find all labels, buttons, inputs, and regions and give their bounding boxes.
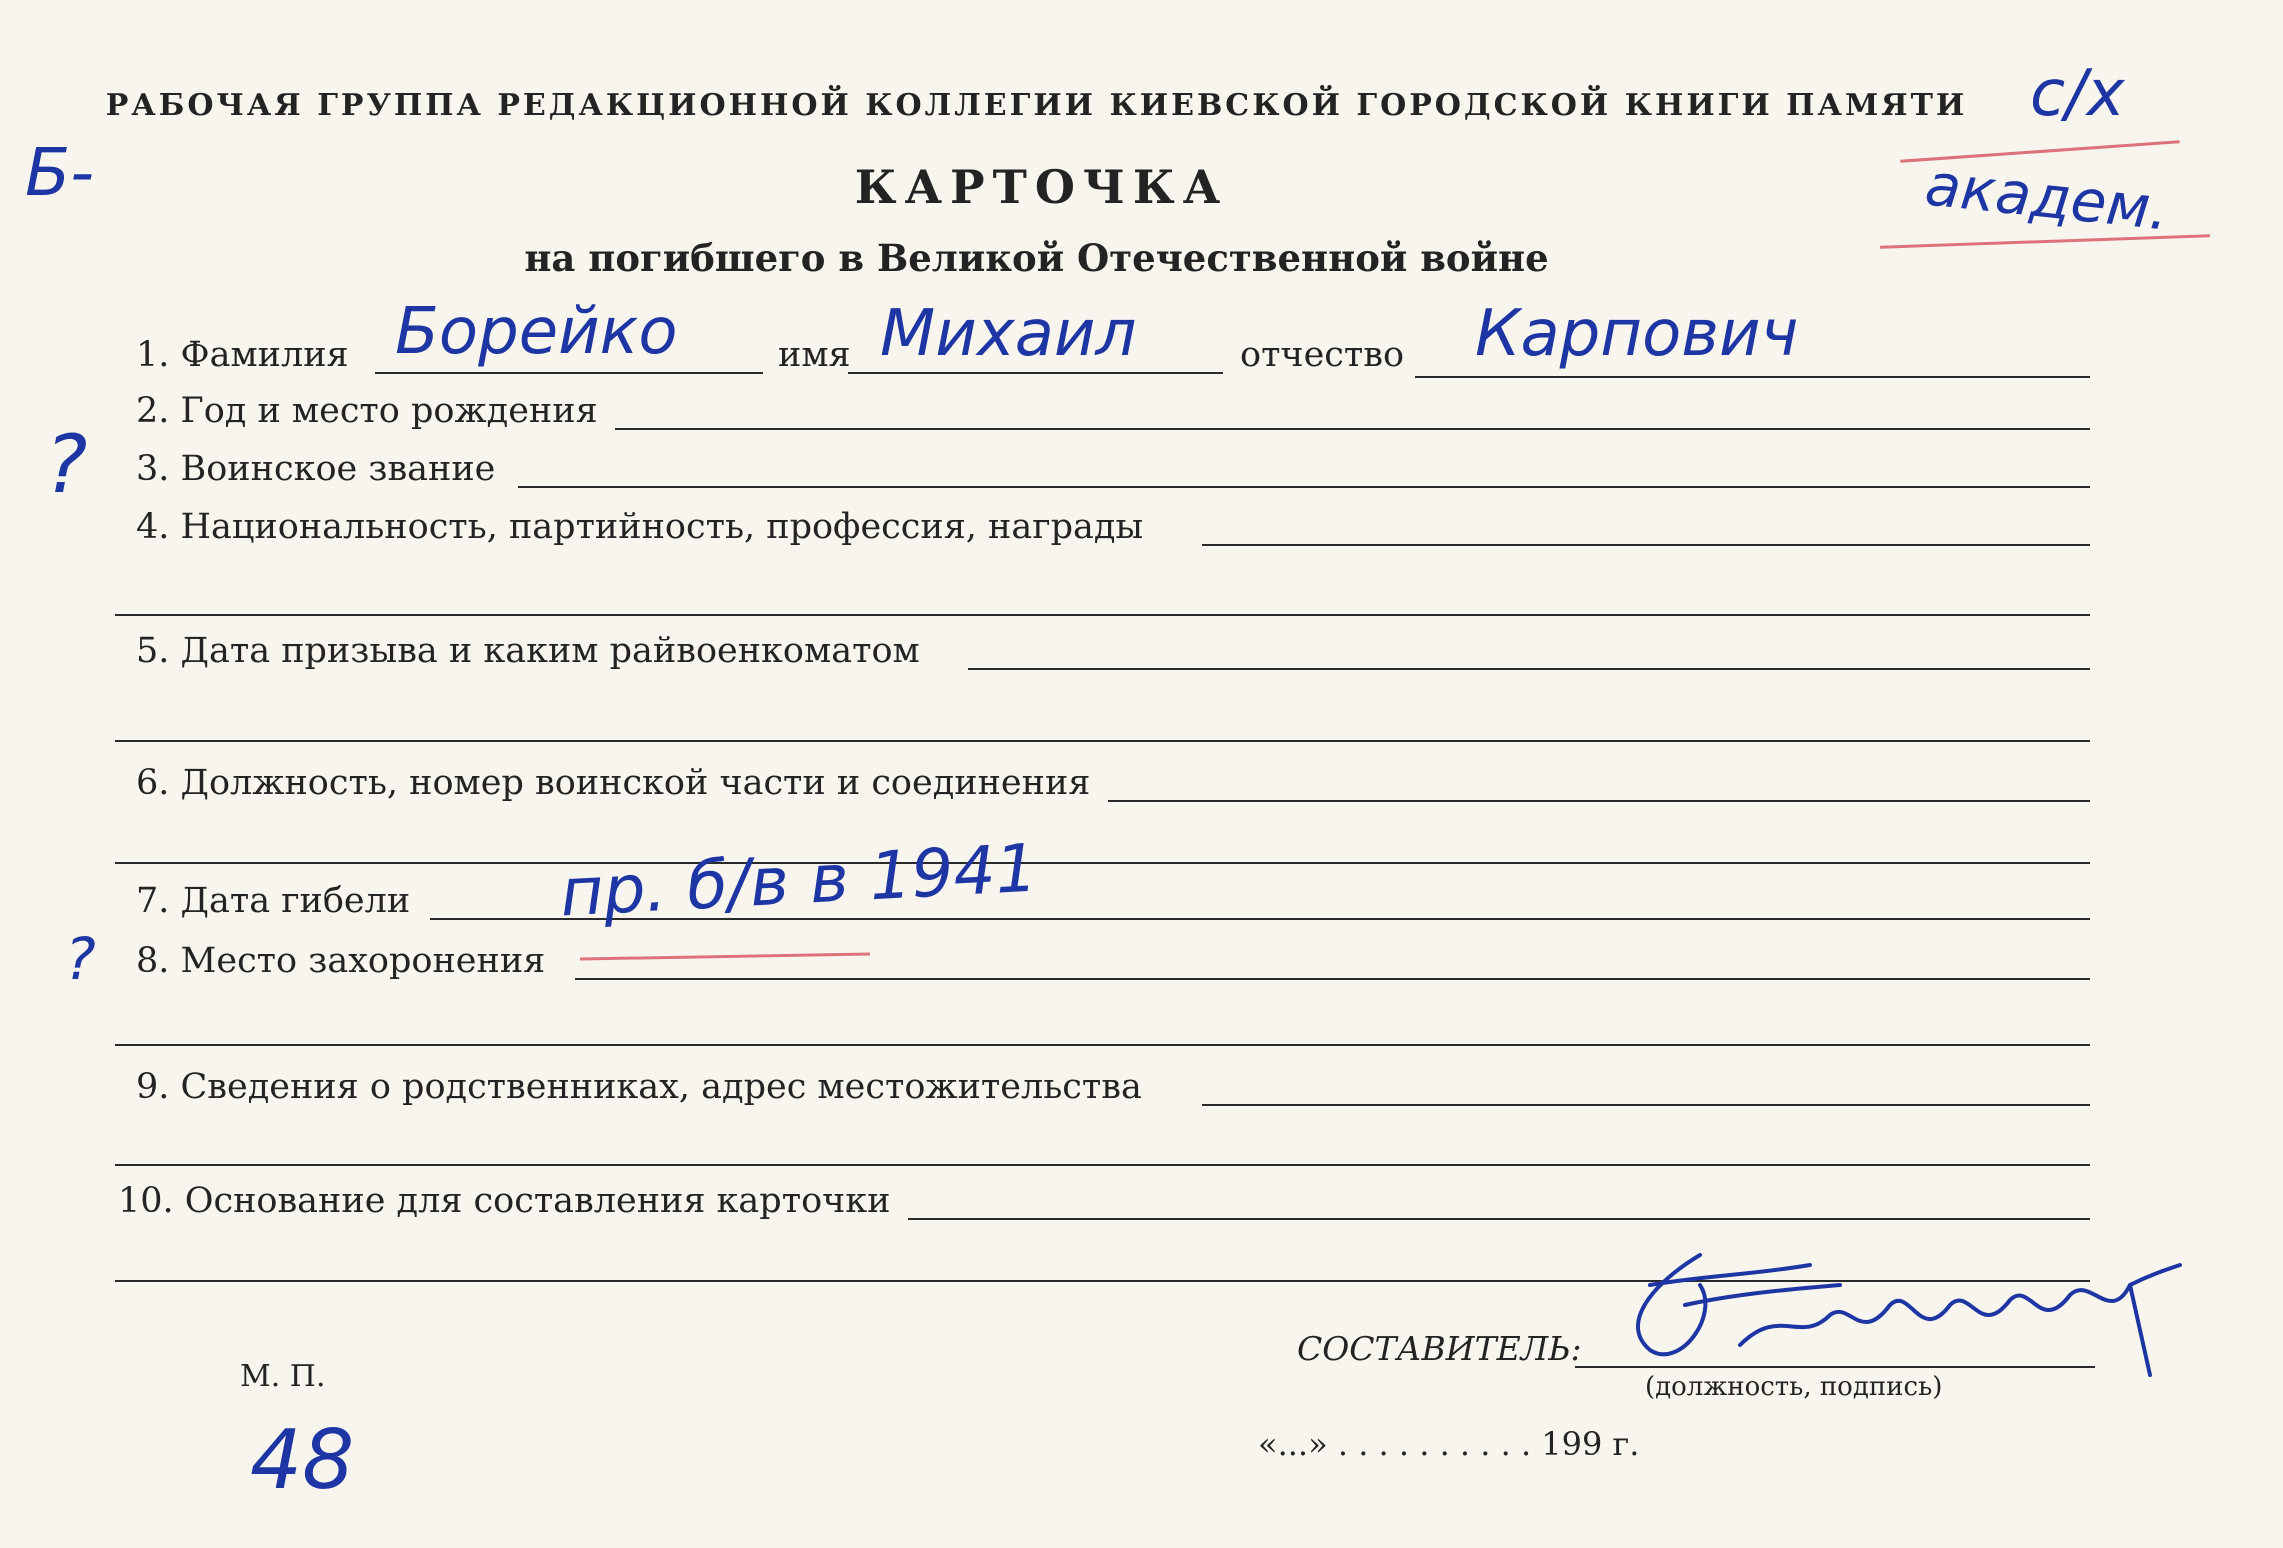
date-line: «...» . . . . . . . . . . 199 г. <box>1258 1425 1640 1463</box>
birth-label: 2. Год и место рождения <box>136 391 598 431</box>
burial-label: 8. Место захоронения <box>136 941 546 981</box>
name-value: Михаил <box>880 297 1137 371</box>
death-date-label: 7. Дата гибели <box>136 881 411 921</box>
corner-note-handwriting: академ. <box>1922 150 2172 244</box>
nationality-label: 4. Национальность, партийность, профессия, награды <box>136 507 1144 547</box>
compiler-signature <box>1590 1245 2190 1385</box>
question-mark-1: ? <box>45 418 88 511</box>
name-line <box>848 372 1223 374</box>
stamp-place-label: М. П. <box>240 1359 326 1394</box>
draft-line-2 <box>115 740 2090 742</box>
position-line-2 <box>115 862 2090 864</box>
patronymic-label: отчество <box>1240 335 1405 375</box>
surname-label: 1. Фамилия <box>136 335 349 375</box>
surname-value: Борейко <box>395 295 678 369</box>
draft-label: 5. Дата призыва и каким райвоенкоматом <box>136 631 920 671</box>
position-line <box>1108 800 2090 802</box>
card-title: КАРТОЧКА <box>854 160 1229 214</box>
compiler-hint: (должность, подпись) <box>1645 1372 1943 1402</box>
question-mark-2: ? <box>65 925 96 993</box>
basis-line <box>908 1218 2090 1220</box>
red-underline-burial <box>580 952 870 960</box>
nationality-line-2 <box>115 614 2090 616</box>
burial-line <box>575 978 2090 980</box>
nationality-line <box>1202 544 2090 546</box>
relatives-line <box>1202 1104 2090 1106</box>
surname-line <box>375 372 763 374</box>
rank-line <box>518 486 2090 488</box>
name-label: имя <box>778 335 851 375</box>
birth-line <box>615 428 2090 430</box>
left-letter-handwriting: Б- <box>25 134 95 211</box>
position-label: 6. Должность, номер воинской части и соединения <box>136 763 1091 803</box>
rank-label: 3. Воинское звание <box>136 449 496 489</box>
card-subtitle: на погибшего в Великой Отечественной войне <box>524 236 1549 280</box>
corner-code-handwriting: с/х <box>2030 57 2125 131</box>
organization-header: РАБОЧАЯ ГРУППА РЕДАКЦИОННОЙ КОЛЛЕГИИ КИЕВСКОЙ ГОРОДСКОЙ КНИГИ ПАМЯТИ <box>105 88 1968 123</box>
burial-line-2 <box>115 1044 2090 1046</box>
patronymic-line <box>1415 376 2090 378</box>
patronymic-value: Карпович <box>1475 297 1799 371</box>
death-date-value: пр. б/в в 1941 <box>558 829 1040 932</box>
relatives-line-2 <box>115 1164 2090 1166</box>
compiler-label: СОСТАВИТЕЛЬ: <box>1297 1329 1582 1368</box>
basis-label: 10. Основание для составления карточки <box>118 1181 891 1221</box>
card-number-handwriting: 48 <box>250 1413 355 1508</box>
relatives-label: 9. Сведения о родственниках, адрес местожительства <box>136 1067 1142 1107</box>
draft-line <box>968 668 2090 670</box>
